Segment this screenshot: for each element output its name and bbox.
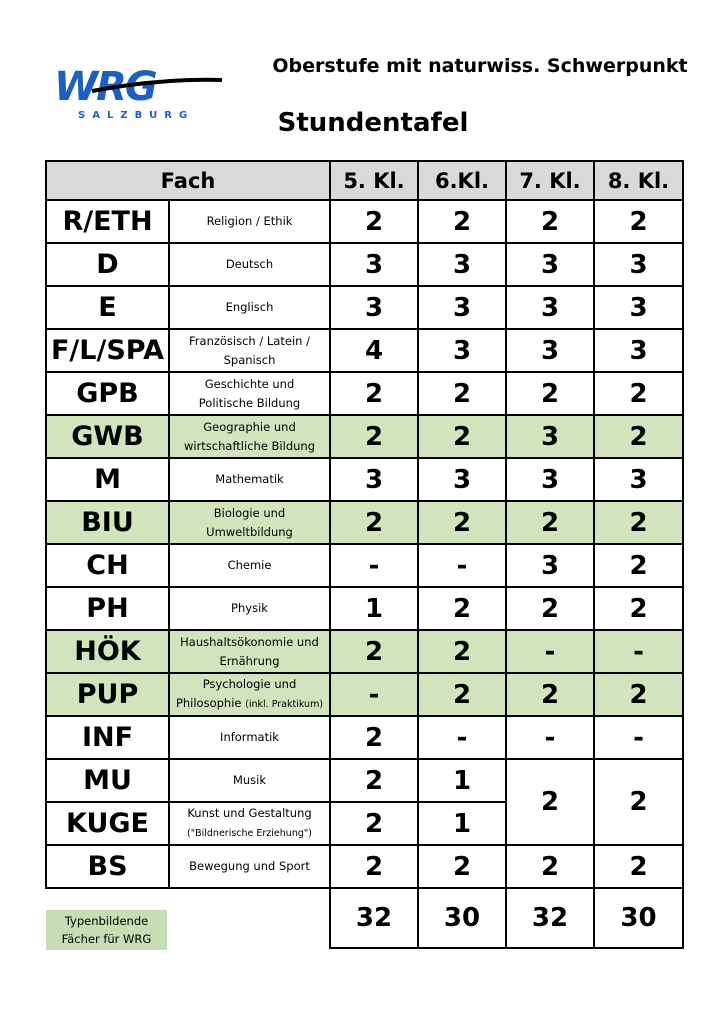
page-title: Stundentafel xyxy=(277,108,469,138)
hours-grade-7: 3 xyxy=(506,329,594,372)
table-row xyxy=(46,716,683,759)
hours-grade-6: 3 xyxy=(418,243,506,286)
hours-grade-5: 3 xyxy=(330,243,418,286)
hours-grade-6: 3 xyxy=(418,286,506,329)
total-grade-5: 32 xyxy=(330,888,418,948)
subject-name: Kunst und Gestaltung ("Bildnerische Erziehung") xyxy=(169,802,330,845)
hours-grade-5: 4 xyxy=(330,329,418,372)
subject-name: Englisch xyxy=(169,286,330,329)
subject-name: Chemie xyxy=(169,544,330,587)
hours-grade-6: 2 xyxy=(418,845,506,888)
subject-name: Informatik xyxy=(169,716,330,759)
school-logo xyxy=(52,58,227,122)
subject-code: E xyxy=(46,286,169,329)
subject-name: Geographie und wirtschaftliche Bildung xyxy=(169,415,330,458)
table-row xyxy=(46,329,683,372)
hours-grade-8: 2 xyxy=(594,501,683,544)
subject-code: CH xyxy=(46,544,169,587)
subject-name: Deutsch xyxy=(169,243,330,286)
hours-grade-7: 2 xyxy=(506,372,594,415)
hours-grade-6: 2 xyxy=(418,587,506,630)
hours-grade-8-combined: 2 xyxy=(594,759,683,845)
hours-grade-5: 2 xyxy=(330,200,418,243)
hours-grade-5: 2 xyxy=(330,716,418,759)
subject-name: Geschichte und Politische Bildung xyxy=(169,372,330,415)
subject-code: R/ETH xyxy=(46,200,169,243)
subject-code: GWB xyxy=(46,415,169,458)
hours-grade-7: 3 xyxy=(506,415,594,458)
subject-code: PUP xyxy=(46,673,169,716)
hours-grade-8: 3 xyxy=(594,243,683,286)
header-grade-5: 5. Kl. xyxy=(330,161,418,200)
hours-grade-7: 3 xyxy=(506,458,594,501)
subject-code: BIU xyxy=(46,501,169,544)
hours-grade-7: 2 xyxy=(506,200,594,243)
hours-grade-7: 2 xyxy=(506,673,594,716)
hours-grade-8: 3 xyxy=(594,286,683,329)
table-row xyxy=(46,458,683,501)
subject-code: F/L/SPA xyxy=(46,329,169,372)
hours-grade-6: - xyxy=(418,716,506,759)
hours-grade-5: 2 xyxy=(330,415,418,458)
table-row xyxy=(46,286,683,329)
hours-grade-5: 2 xyxy=(330,501,418,544)
subject-name: Biologie und Umweltbildung xyxy=(169,501,330,544)
hours-grade-8: - xyxy=(594,716,683,759)
hours-grade-6: 3 xyxy=(418,458,506,501)
hours-grade-5: - xyxy=(330,544,418,587)
hours-grade-6: 2 xyxy=(418,415,506,458)
subject-name: Haushaltsökonomie und Ernährung xyxy=(169,630,330,673)
hours-grade-6: 2 xyxy=(418,501,506,544)
header-fach: Fach xyxy=(46,161,330,200)
hours-grade-7: 3 xyxy=(506,243,594,286)
hours-grade-5: 1 xyxy=(330,587,418,630)
hours-grade-8: 3 xyxy=(594,458,683,501)
hours-grade-5: 2 xyxy=(330,802,418,845)
table-row xyxy=(46,200,683,243)
subject-code: M xyxy=(46,458,169,501)
table-row xyxy=(46,630,683,673)
table-row xyxy=(46,673,683,716)
hours-grade-8: 2 xyxy=(594,200,683,243)
subject-name: Psychologie und Philosophie (inkl. Praktikum) xyxy=(169,673,330,716)
table-row xyxy=(46,501,683,544)
table-row xyxy=(46,372,683,415)
subject-name: Mathematik xyxy=(169,458,330,501)
hours-grade-6: 3 xyxy=(418,329,506,372)
legend-line-1: Typenbildende xyxy=(64,914,149,928)
logo-subtext: SALZBURG xyxy=(78,110,195,121)
hours-grade-8: 2 xyxy=(594,673,683,716)
header-grade-7: 7. Kl. xyxy=(506,161,594,200)
subject-code: GPB xyxy=(46,372,169,415)
hours-grade-6: - xyxy=(418,544,506,587)
table-row xyxy=(46,587,683,630)
logo-text: WRG xyxy=(54,64,156,110)
hours-grade-8: 2 xyxy=(594,845,683,888)
hours-grade-8: 3 xyxy=(594,329,683,372)
total-grade-7: 32 xyxy=(506,888,594,948)
hours-grade-6: 1 xyxy=(418,759,506,802)
hours-grade-8: 2 xyxy=(594,587,683,630)
hours-grade-7-combined: 2 xyxy=(506,759,594,845)
hours-grade-8: 2 xyxy=(594,372,683,415)
legend-line-2: Fächer für WRG xyxy=(61,932,152,946)
subject-code: BS xyxy=(46,845,169,888)
subject-name: Musik xyxy=(169,759,330,802)
hours-grade-8: 2 xyxy=(594,544,683,587)
hours-grade-7: - xyxy=(506,630,594,673)
subject-code: HÖK xyxy=(46,630,169,673)
table-header-row xyxy=(46,161,683,200)
header-grade-8: 8. Kl. xyxy=(594,161,683,200)
total-grade-6: 30 xyxy=(418,888,506,948)
table-row xyxy=(46,243,683,286)
subject-name: Religion / Ethik xyxy=(169,200,330,243)
subject-code: PH xyxy=(46,587,169,630)
hours-grade-8: 2 xyxy=(594,415,683,458)
legend-typenbildend xyxy=(46,910,167,950)
subject-code: MU xyxy=(46,759,169,802)
hours-grade-5: 2 xyxy=(330,630,418,673)
hours-grade-5: 3 xyxy=(330,286,418,329)
hours-grade-7: 2 xyxy=(506,501,594,544)
hours-grade-5: - xyxy=(330,673,418,716)
hours-grade-5: 2 xyxy=(330,759,418,802)
table-row xyxy=(46,415,683,458)
table-row xyxy=(46,845,683,888)
hours-grade-6: 2 xyxy=(418,630,506,673)
subject-code: D xyxy=(46,243,169,286)
hours-grade-6: 2 xyxy=(418,673,506,716)
hours-grade-5: 3 xyxy=(330,458,418,501)
hours-grade-7: 2 xyxy=(506,587,594,630)
hours-grade-5: 2 xyxy=(330,372,418,415)
table-row xyxy=(46,759,683,802)
subject-name: Physik xyxy=(169,587,330,630)
subject-name: Französisch / Latein / Spanisch xyxy=(169,329,330,372)
hours-grade-7: 3 xyxy=(506,544,594,587)
total-grade-8: 30 xyxy=(594,888,683,948)
timetable xyxy=(45,160,684,949)
hours-grade-6: 2 xyxy=(418,200,506,243)
header-grade-6: 6.Kl. xyxy=(418,161,506,200)
hours-grade-7: - xyxy=(506,716,594,759)
hours-grade-7: 3 xyxy=(506,286,594,329)
subject-code: KUGE xyxy=(46,802,169,845)
hours-grade-6: 1 xyxy=(418,802,506,845)
subject-name: Bewegung und Sport xyxy=(169,845,330,888)
hours-grade-5: 2 xyxy=(330,845,418,888)
table-row xyxy=(46,544,683,587)
hours-grade-7: 2 xyxy=(506,845,594,888)
page-subtitle: Oberstufe mit naturwiss. Schwerpunkt xyxy=(272,55,688,77)
subject-code: INF xyxy=(46,716,169,759)
hours-grade-6: 2 xyxy=(418,372,506,415)
hours-grade-8: - xyxy=(594,630,683,673)
